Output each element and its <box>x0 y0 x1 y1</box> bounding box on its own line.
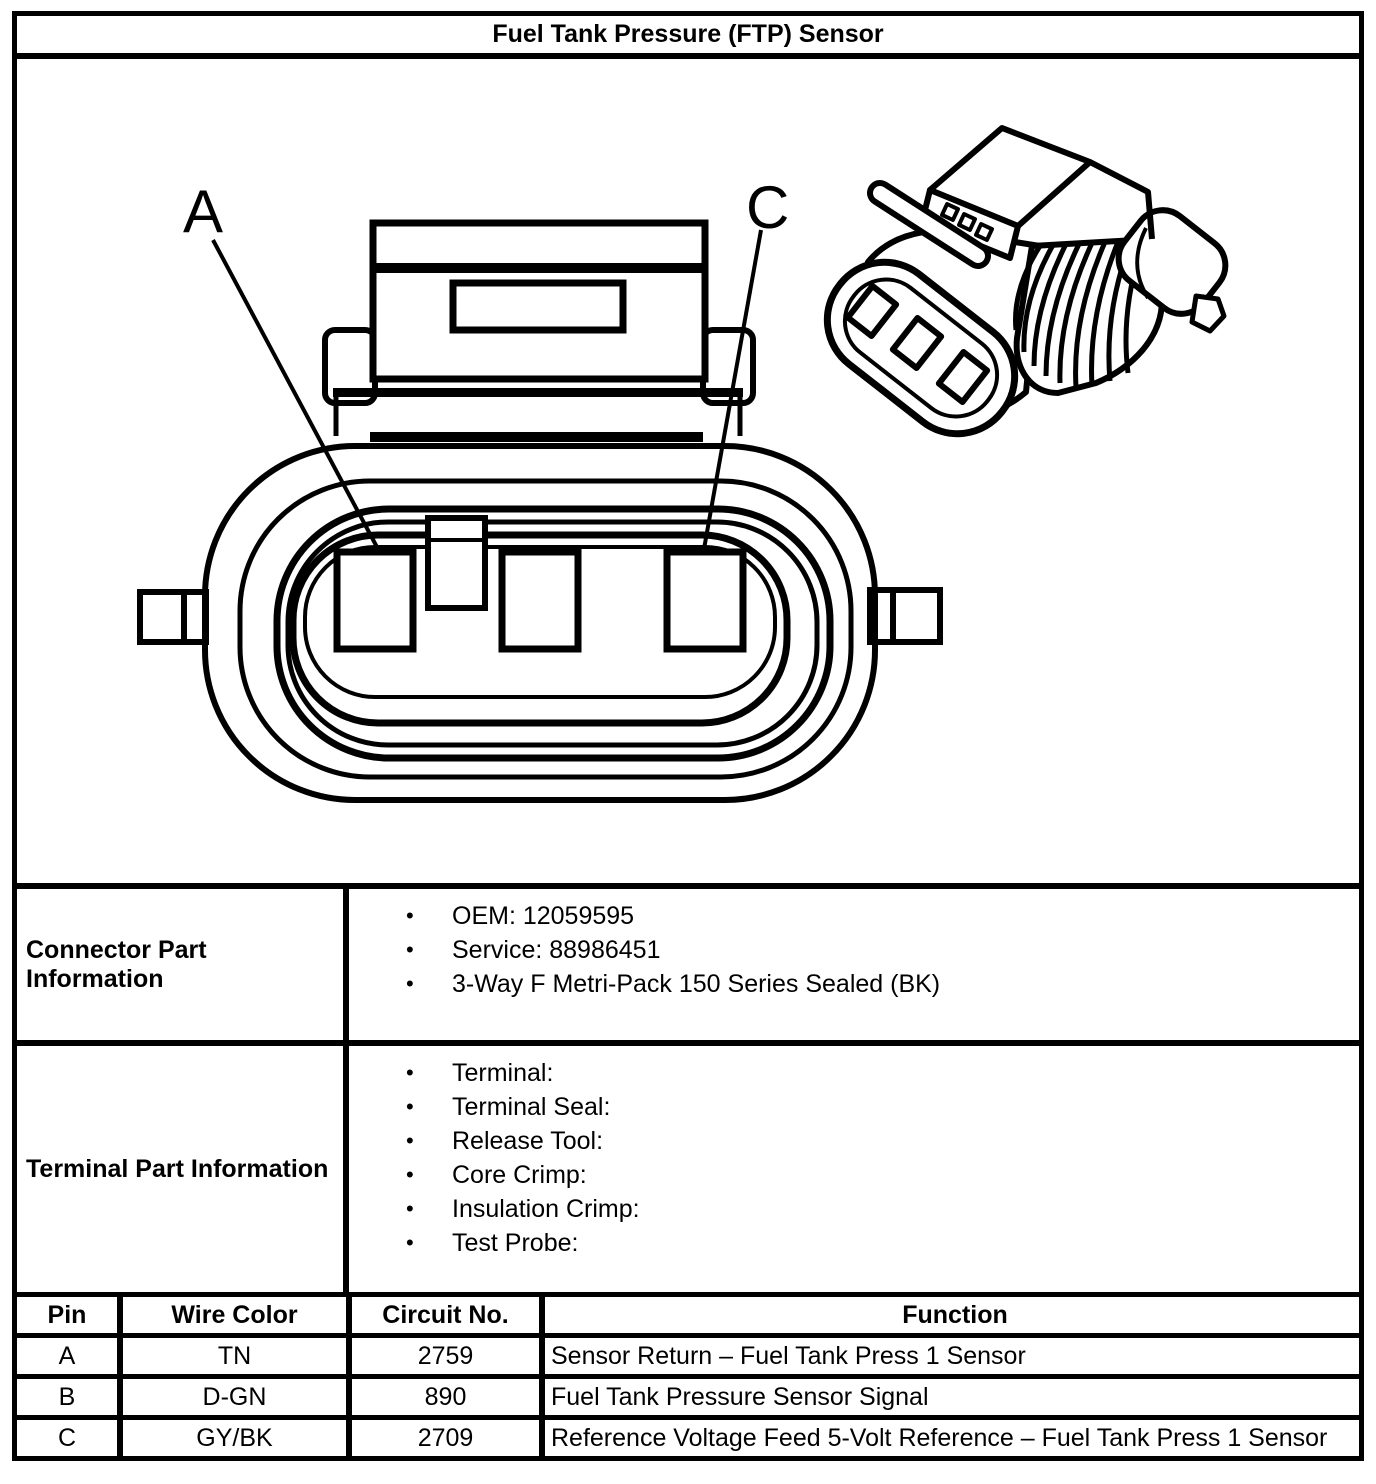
list-item-text: 3-Way F Metri-Pack 150 Series Sealed (BK) <box>452 970 941 998</box>
list-item <box>349 899 1359 933</box>
list-item <box>349 1158 1359 1192</box>
table-row <box>17 1420 1359 1456</box>
bullet-icon: • <box>406 937 414 962</box>
header-circuit-no: Circuit No. <box>352 1297 545 1333</box>
left-mount-tab <box>140 592 206 642</box>
cell-function: Sensor Return – Fuel Tank Press 1 Sensor <box>551 1341 1026 1370</box>
pin-c-callout-label: C <box>746 174 790 241</box>
cell-circuit-no: 2759 <box>352 1338 545 1374</box>
cell-pin: C <box>17 1420 123 1456</box>
connector-diagram <box>17 59 1359 889</box>
cell-circuit-no: 890 <box>352 1379 545 1415</box>
terminal-part-info-list <box>349 1046 1359 1292</box>
cell-wire-color: GY/BK <box>123 1420 352 1456</box>
terminal-part-info-row <box>17 1046 1359 1297</box>
list-item-text: Test Probe: <box>452 1229 579 1257</box>
connector-3d-view <box>805 128 1237 456</box>
bullet-icon: • <box>406 1230 414 1255</box>
pin-a-callout-label: A <box>183 178 224 245</box>
pin-table <box>17 1297 1359 1456</box>
bullet-icon: • <box>406 1128 414 1153</box>
list-item-text: Service: 88986451 <box>452 936 661 964</box>
bullet-icon: • <box>406 1094 414 1119</box>
latch-housing <box>373 223 705 379</box>
list-item <box>349 1124 1359 1158</box>
list-item <box>349 1226 1359 1260</box>
table-row <box>17 1379 1359 1420</box>
end-cap-tail <box>1192 296 1224 331</box>
page-title: Fuel Tank Pressure (FTP) Sensor <box>17 16 1359 59</box>
terminal-part-info-label: Terminal Part Information <box>17 1046 349 1292</box>
pin-b-cavity <box>502 552 578 649</box>
list-item <box>349 1056 1359 1090</box>
connector-diagram-svg <box>17 59 1359 883</box>
list-item <box>349 1192 1359 1226</box>
list-item-text: Insulation Crimp: <box>452 1195 640 1223</box>
bullet-icon: • <box>406 971 414 996</box>
collar-bottom-band <box>370 432 703 442</box>
keyway <box>428 518 485 608</box>
cell-circuit-no: 2709 <box>352 1420 545 1456</box>
list-item-text: Terminal Seal: <box>452 1093 611 1121</box>
header-function: Function <box>902 1300 1008 1329</box>
cell-wire-color: D-GN <box>123 1379 352 1415</box>
bullet-icon: • <box>406 1162 414 1187</box>
list-item <box>349 933 1359 967</box>
cell-wire-color: TN <box>123 1338 352 1374</box>
right-mount-tab <box>870 590 940 642</box>
list-item <box>349 1090 1359 1124</box>
table-row <box>17 1338 1359 1379</box>
bullet-icon: • <box>406 1196 414 1221</box>
spec-table-frame <box>12 11 1364 1461</box>
list-item-text: Core Crimp: <box>452 1161 587 1189</box>
bullet-icon: • <box>406 1060 414 1085</box>
cell-function: Fuel Tank Pressure Sensor Signal <box>551 1382 929 1411</box>
cell-pin: B <box>17 1379 123 1415</box>
connector-part-info-row <box>17 889 1359 1046</box>
connector-face-view <box>140 223 940 800</box>
connector-part-info-label: Connector Part Information <box>17 889 349 1040</box>
list-item-text: Terminal: <box>452 1059 554 1087</box>
cell-pin: A <box>17 1338 123 1374</box>
list-item-text: Release Tool: <box>452 1127 604 1155</box>
bullet-icon: • <box>406 903 414 928</box>
pin-table-header-row <box>17 1297 1359 1338</box>
header-pin: Pin <box>17 1297 123 1333</box>
connector-part-info-list <box>349 889 1359 1040</box>
latch-housing-band <box>373 263 705 273</box>
list-item-text: OEM: 12059595 <box>452 902 635 930</box>
pin-c-cavity <box>667 552 743 649</box>
pin-a-cavity <box>337 552 413 649</box>
header-wire-color: Wire Color <box>123 1297 352 1333</box>
collar-top-band <box>333 388 743 397</box>
cell-function: Reference Voltage Feed 5-Volt Reference – Fuel Tank Press 1 Sensor <box>551 1423 1328 1452</box>
list-item <box>349 967 1359 1001</box>
